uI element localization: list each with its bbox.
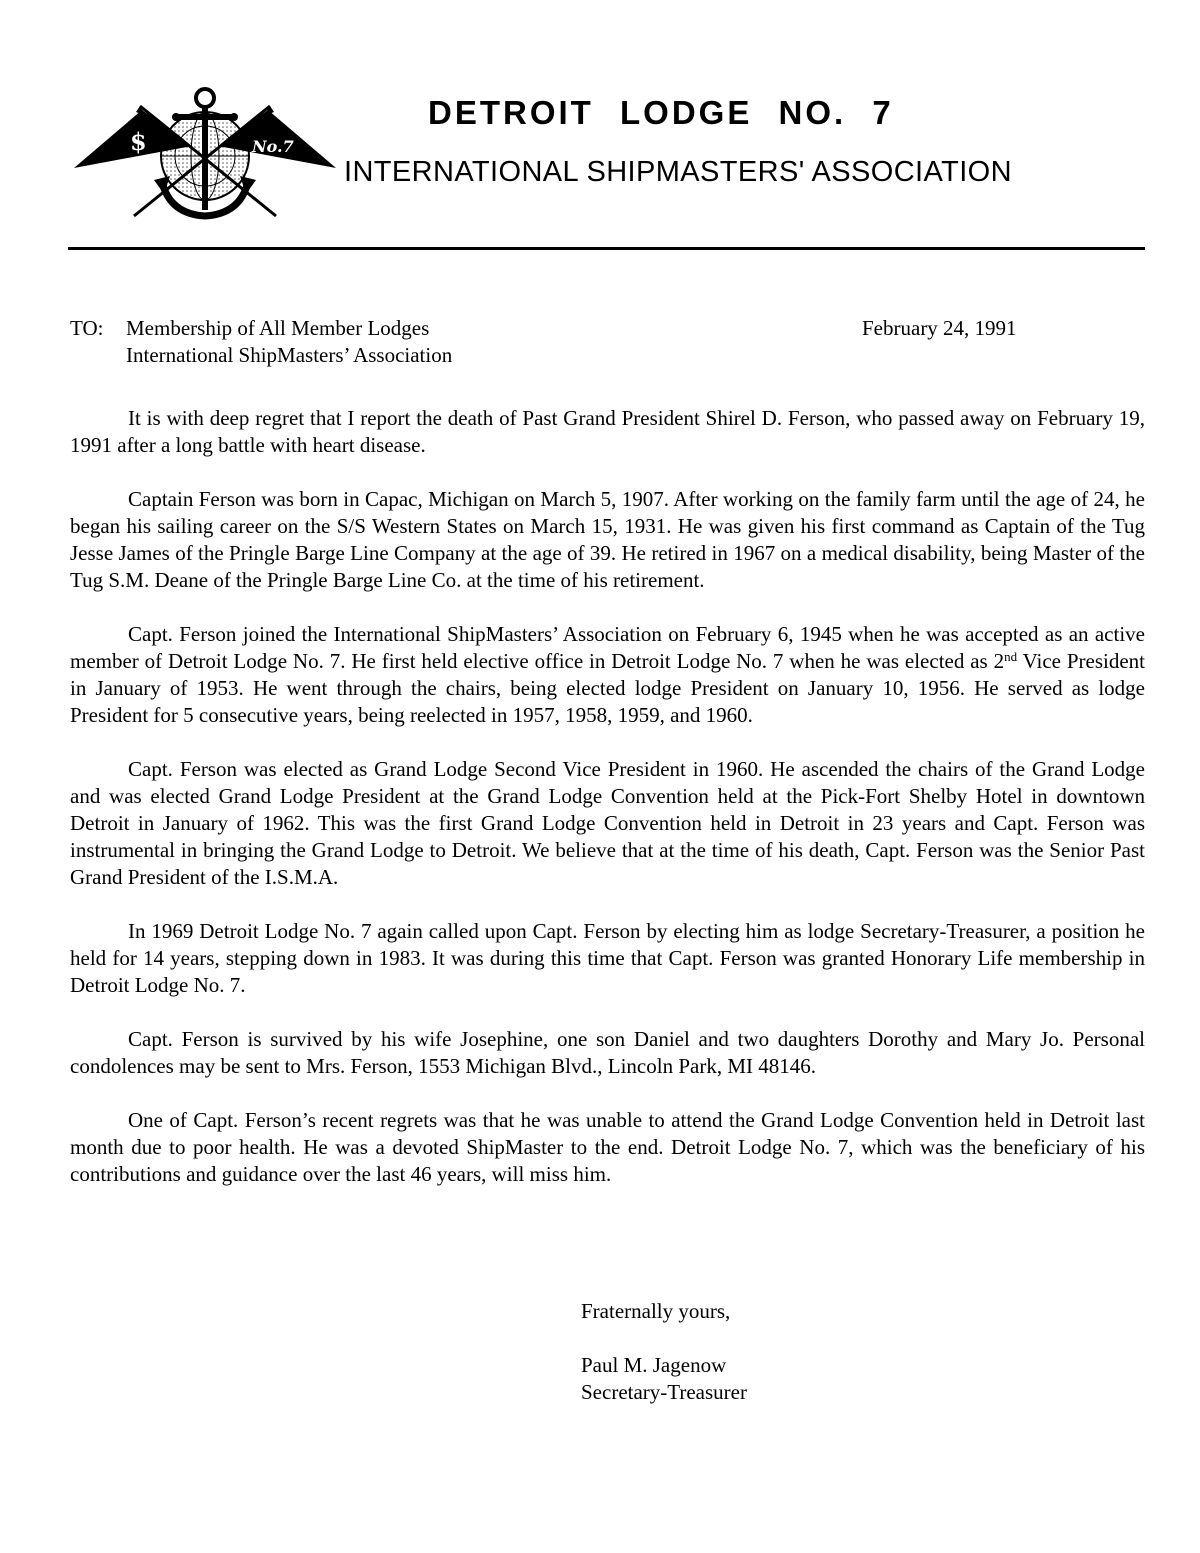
svg-text:No.7: No.7 xyxy=(252,137,294,156)
paragraph-3-part-2: Vice President in January of 1953. He went through the chairs, being elected lodge President on January 10, 1956. He served as lodge President for 5 consecutive years, being reelected in 1957, 1958, 1959, and 1960. xyxy=(70,649,1145,727)
association-name-heading: INTERNATIONAL SHIPMASTERS' ASSOCIATION xyxy=(344,156,1012,188)
paragraph-5: In 1969 Detroit Lodge No. 7 again called upon Capt. Ferson by electing him as lodge Secretary-Treasurer, a position he held for 14 years, stepping down in 1983. It was during this time that Capt. Ferson was granted Honorary Life membership in Detroit Lodge No. 7. xyxy=(70,919,1145,997)
signer-title: Secretary-Treasurer xyxy=(581,1380,747,1404)
addressee-name-1: Membership of All Member Lodges xyxy=(126,316,430,340)
header-divider xyxy=(68,247,1145,250)
paragraph-1: It is with deep regret that I report the death of Past Grand President Shirel D. Ferson, who passed away on February 19, 1991 after a long battle with heart disease. xyxy=(70,406,1145,457)
paragraph-6: Capt. Ferson is survived by his wife Josephine, one son Daniel and two daughters Dorothy and Mary Jo. Personal condolences may be sent to Mrs. Ferson, 1553 Michigan Blvd., Lincoln Park, MI 48146. xyxy=(70,1027,1145,1078)
letter-body xyxy=(70,405,1145,1215)
paragraph-4: Capt. Ferson was elected as Grand Lodge Second Vice President in 1960. He ascended the chairs of the Grand Lodge and was elected Grand Lodge President at the Grand Lodge Convention held at the Pick-Fort Shelby Hotel in downtown Detroit in January of 1962. This was the first Grand Lodge Convention held in Detroit in 23 years and Capt. Ferson was instrumental in bringing the Grand Lodge to Detroit. We believe that at the time of his death, Capt. Ferson was the Senior Past Grand President of the I.S.M.A. xyxy=(70,757,1145,889)
paragraph-2: Captain Ferson was born in Capac, Michigan on March 5, 1907. After working on the family farm until the age of 24, he began his sailing career on the S/S Western States on March 15, 1931. He was given his first command as Captain of the Tug Jesse James of the Pringle Barge Line Company at the age of 39. He retired in 1967 on a medical disability, being Master of the Tug S.M. Deane of the Pringle Barge Line Co. at the time of his retirement. xyxy=(70,487,1145,592)
anchor-crossed-pennants-logo xyxy=(74,86,340,226)
addressee-name-2: International ShipMasters’ Association xyxy=(126,343,453,367)
paragraph-7: One of Capt. Ferson’s recent regrets was that he was unable to attend the Grand Lodge Convention held in Detroit last month due to poor health. He was a devoted ShipMaster to the end. Detroit Lodge No. 7, which was the beneficiary of his contributions and guidance over the last 46 years, will miss him. xyxy=(70,1108,1145,1186)
signature-block xyxy=(581,1352,747,1406)
lodge-name-heading: DETROIT LODGE NO. 7 xyxy=(428,94,894,131)
svg-text:$: $ xyxy=(130,127,147,156)
closing-salutation: Fraternally yours, xyxy=(581,1299,731,1323)
to-label: TO: xyxy=(70,316,104,340)
ordinal-superscript: nd xyxy=(1004,649,1018,664)
letter-date: February 24, 1991 xyxy=(862,316,1017,340)
addressee-block xyxy=(70,315,452,369)
paragraph-3-part-1: Capt. Ferson joined the International ShipMasters’ Association on February 6, 1945 when he was accepted as an active member of Detroit Lodge No. 7. He first held elective office in Detroit Lodge No. 7 when he was elected as 2 xyxy=(70,622,1145,673)
paragraph-3 xyxy=(70,621,1145,729)
addressee-line-1 xyxy=(70,315,452,342)
signer-name: Paul M. Jagenow xyxy=(581,1353,727,1377)
